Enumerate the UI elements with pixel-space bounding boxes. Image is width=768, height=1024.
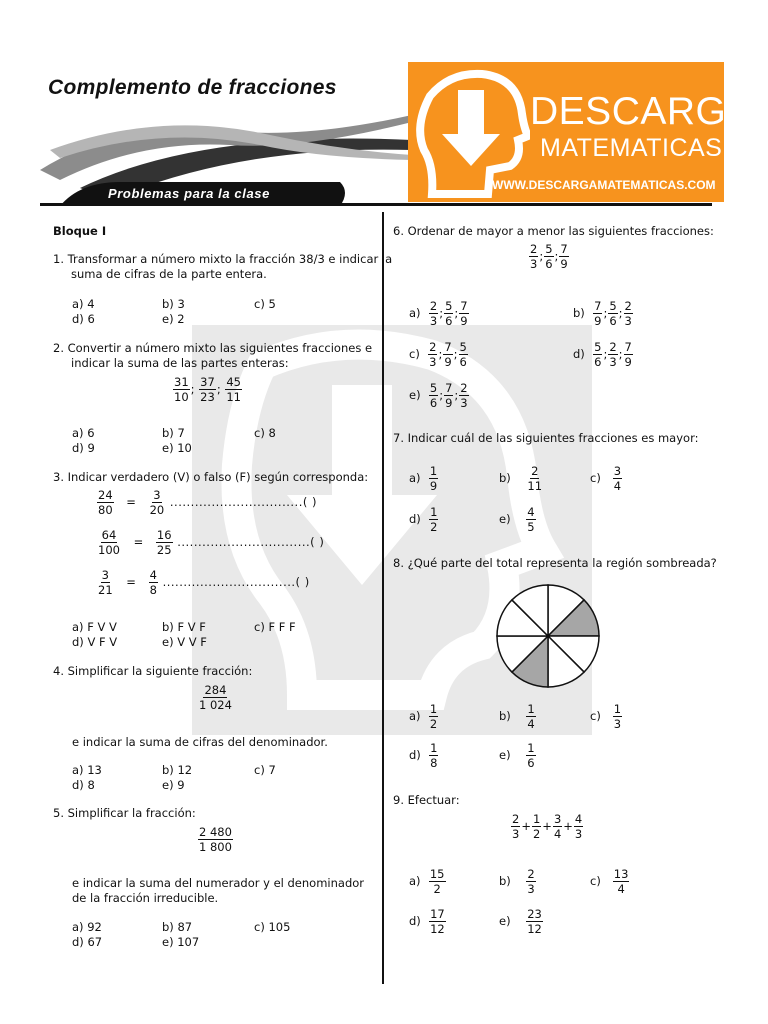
- q3-row-1: $\frac{24}{80}$ = $\frac{3}{20}$ ................................( ): [98, 488, 317, 518]
- q4-option-e[interactable]: e) 9: [162, 778, 185, 792]
- q3-option-a[interactable]: a) F V V: [72, 620, 117, 634]
- brand-logo: [408, 62, 753, 202]
- q1-option-e[interactable]: e) 2: [162, 312, 185, 326]
- block-title: Bloque I: [53, 224, 107, 238]
- q4-option-c[interactable]: c) 7: [254, 763, 276, 777]
- q4-fraction: $\frac{284}{1 024}$: [199, 683, 232, 713]
- q4-option-d[interactable]: d) 8: [72, 778, 95, 792]
- q9-option-b[interactable]: b) $\frac{2}{3}$: [499, 867, 535, 897]
- q9-option-e[interactable]: e) $\frac{23}{12}$: [499, 907, 542, 937]
- q2-frac-1: $\frac{31}{10}$: [174, 375, 189, 405]
- q1-option-a[interactable]: a) 4: [72, 297, 95, 311]
- page-subtitle: Problemas para la clase: [108, 186, 270, 201]
- question-5-text-2: e indicar la suma del numerador y el denominador de la fracción irreducible.: [72, 876, 365, 905]
- question-6-text: 6. Ordenar de mayor a menor las siguientes fracciones:: [393, 224, 714, 238]
- q2-option-a[interactable]: a) 6: [72, 426, 95, 440]
- question-9-text: 9. Efectuar:: [393, 793, 460, 807]
- q3-option-d[interactable]: d) V F V: [72, 635, 118, 649]
- question-7-text: 7. Indicar cuál de las siguientes fracciones es mayor:: [393, 431, 699, 445]
- q5-option-a[interactable]: a) 92: [72, 920, 102, 934]
- q6-option-a[interactable]: a) $\frac{2}{3}$ ; $\frac{5}{6}$ ; $\frac{7}{9}$: [409, 299, 468, 329]
- q6-option-b[interactable]: b) $\frac{7}{9}$ ; $\frac{5}{6}$ ; $\frac{2}{3}$: [573, 299, 632, 329]
- q1-option-c[interactable]: c) 5: [254, 297, 276, 311]
- question-1-text: 1. Transformar a número mixto la fracción 38/3 e indicar la suma de cifras de la parte entera.: [53, 252, 393, 281]
- header-divider: [40, 203, 712, 206]
- q6-option-c[interactable]: c) $\frac{2}{3}$ ; $\frac{7}{9}$ ; $\frac{5}{6}$: [409, 340, 467, 370]
- q4-option-b[interactable]: b) 12: [162, 763, 193, 777]
- q5-option-e[interactable]: e) 107: [162, 935, 200, 949]
- q8-option-c[interactable]: c) $\frac{1}{3}$: [590, 702, 622, 732]
- q9-option-c[interactable]: c) $\frac{13}{4}$: [590, 867, 629, 897]
- q7-option-a[interactable]: a) $\frac{1}{9}$: [409, 464, 438, 494]
- q2-option-c[interactable]: c) 8: [254, 426, 276, 440]
- logo-text-descarga: DESCARGA: [530, 90, 753, 133]
- q9-expression: $\frac{2}{3}$ + $\frac{1}{2}$ + $\frac{3}{4}$ + $\frac{4}{3}$: [512, 812, 583, 842]
- q7-option-c[interactable]: c) $\frac{3}{4}$: [590, 464, 622, 494]
- q2-frac-3: $\frac{45}{11}$: [226, 375, 241, 405]
- q5-fraction: $\frac{2 480}{1 800}$: [199, 825, 232, 855]
- q7-option-d[interactable]: d) $\frac{1}{2}$: [409, 505, 438, 535]
- question-5-text: 5. Simplificar la fracción:: [53, 806, 196, 820]
- shaded-circle-diagram: [495, 583, 601, 689]
- q4-option-a[interactable]: a) 13: [72, 763, 102, 777]
- q2-frac-2: $\frac{37}{23}$: [200, 375, 215, 405]
- q2-fractions: $\frac{31}{10}$ ; $\frac{37}{23}$ ; $\frac{45}{11}$: [174, 375, 241, 405]
- q3-option-c[interactable]: c) F F F: [254, 620, 296, 634]
- question-2-text: 2. Convertir a número mixto las siguientes fracciones e indicar la suma de las partes enteras:: [53, 341, 373, 370]
- question-8-text: 8. ¿Qué parte del total representa la región sombreada?: [393, 556, 717, 570]
- q3-row-2: $\frac{64}{100}$ = $\frac{16}{25}$ ................................( ): [98, 528, 325, 558]
- q3-option-e[interactable]: e) V V F: [162, 635, 207, 649]
- q1-option-d[interactable]: d) 6: [72, 312, 95, 326]
- question-4-text-2: e indicar la suma de cifras del denominador.: [72, 735, 328, 749]
- q8-option-b[interactable]: b) $\frac{1}{4}$: [499, 702, 535, 732]
- q1-option-b[interactable]: b) 3: [162, 297, 185, 311]
- q9-option-a[interactable]: a) $\frac{15}{2}$: [409, 867, 445, 897]
- q8-option-e[interactable]: e) $\frac{1}{6}$: [499, 741, 535, 771]
- q2-option-e[interactable]: e) 10: [162, 441, 192, 455]
- logo-text-matematicas: MATEMATICAS: [540, 134, 723, 162]
- column-divider: [382, 212, 384, 984]
- q5-option-c[interactable]: c) 105: [254, 920, 291, 934]
- q2-option-b[interactable]: b) 7: [162, 426, 185, 440]
- q5-option-b[interactable]: b) 87: [162, 920, 193, 934]
- q8-option-a[interactable]: a) $\frac{1}{2}$: [409, 702, 438, 732]
- q9-option-d[interactable]: d) $\frac{17}{12}$: [409, 907, 445, 937]
- q6-option-d[interactable]: d) $\frac{5}{6}$ ; $\frac{2}{3}$ ; $\frac{7}{9}$: [573, 340, 632, 370]
- page-title: Complemento de fracciones: [48, 76, 337, 99]
- question-4-text: 4. Simplificar la siguiente fracción:: [53, 664, 253, 678]
- question-3-text: 3. Indicar verdadero (V) o falso (F) según corresponda:: [53, 470, 369, 484]
- q2-option-d[interactable]: d) 9: [72, 441, 95, 455]
- q8-option-d[interactable]: d) $\frac{1}{8}$: [409, 741, 438, 771]
- q6-fractions: $\frac{2}{3}$ ; $\frac{5}{6}$ ; $\frac{7}{9}$: [530, 242, 568, 272]
- q3-row-3: $\frac{3}{21}$ = $\frac{4}{8}$ ................................( ): [98, 568, 310, 598]
- q5-option-d[interactable]: d) 67: [72, 935, 103, 949]
- q3-option-b[interactable]: b) F V F: [162, 620, 206, 634]
- q6-option-e[interactable]: e) $\frac{5}{6}$ ; $\frac{7}{9}$ ; $\frac{2}{3}$: [409, 381, 468, 411]
- q7-option-e[interactable]: e) $\frac{4}{5}$: [499, 505, 535, 535]
- logo-url: WWW.DESCARGAMATEMATICAS.COM: [492, 178, 716, 192]
- q7-option-b[interactable]: b) $\frac{2}{11}$: [499, 464, 543, 494]
